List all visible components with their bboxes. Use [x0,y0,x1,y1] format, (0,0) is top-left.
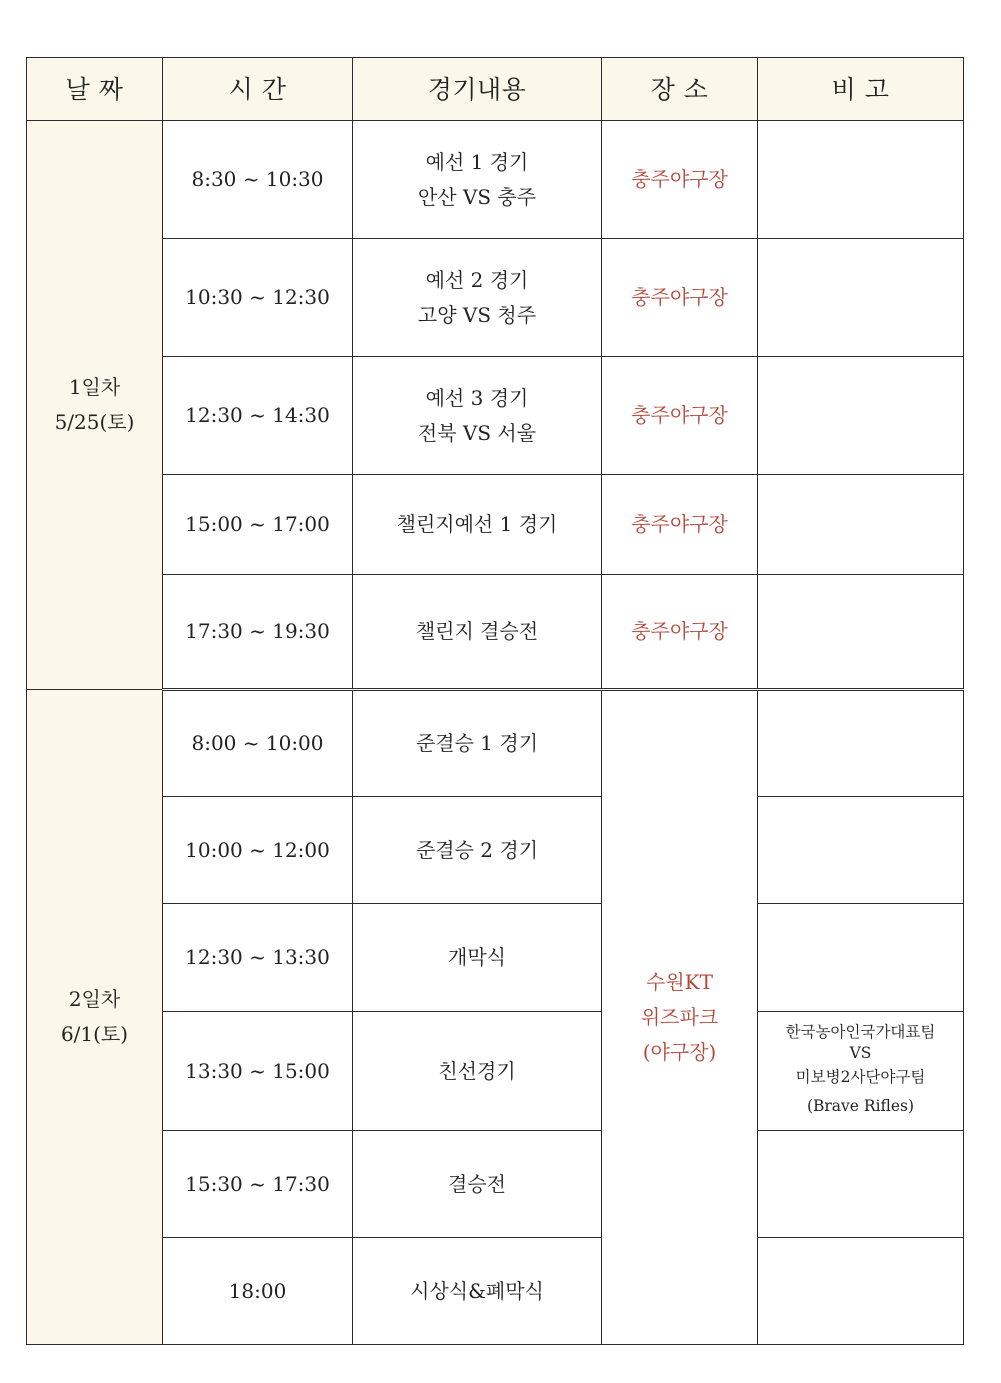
table-row [27,690,964,797]
content-cell: 챌린지예선 1 경기 [353,475,602,575]
note-line: 한국농아인국가대표팀 [785,1022,936,1041]
table-row [27,575,964,690]
table-row [27,1012,964,1131]
content-line: 예선 1 경기 [425,149,529,174]
venue-line: 수원KT [646,970,713,994]
header-row [27,58,964,121]
day2-date-cell [27,690,163,1345]
note-cell [758,690,964,797]
note-cell [758,1131,964,1238]
content-cell [353,357,602,475]
venue-line: 위즈파크 [640,1005,719,1029]
note-cell [758,797,964,904]
table-row [27,904,964,1012]
schedule-table [26,57,964,1345]
note-line: (Brave Rifles) [806,1096,915,1115]
day2-venue-cell [602,690,758,1345]
day1-date: 5/25(토) [54,410,135,434]
content-cell: 준결승 1 경기 [353,690,602,797]
venue-cell: 충주야구장 [602,475,758,575]
time-cell: 10:00 ~ 12:00 [163,797,353,904]
time-cell: 8:00 ~ 10:00 [163,690,353,797]
header-note: 비 고 [758,58,964,121]
content-cell: 결승전 [353,1131,602,1238]
day1-label: 1일차 [68,375,121,399]
time-cell: 13:30 ~ 15:00 [163,1012,353,1131]
venue-cell: 충주야구장 [602,239,758,357]
content-line: 고양 VS 청주 [417,302,537,327]
venue-cell: 충주야구장 [602,121,758,239]
note-cell [758,575,964,690]
note-line: VS [849,1043,872,1062]
table-row [27,357,964,475]
table-row [27,239,964,357]
content-cell [353,239,602,357]
time-cell: 18:00 [163,1238,353,1345]
content-cell: 준결승 2 경기 [353,797,602,904]
header-content: 경기내용 [353,58,602,121]
content-cell [353,121,602,239]
table-row [27,475,964,575]
note-cell [758,904,964,1012]
time-cell: 10:30 ~ 12:30 [163,239,353,357]
content-cell: 시상식&폐막식 [353,1238,602,1345]
day2-date: 6/1(토) [60,1022,129,1046]
content-line: 안산 VS 충주 [417,184,537,209]
time-cell: 12:30 ~ 14:30 [163,357,353,475]
day2-label: 2일차 [68,987,121,1011]
time-cell: 17:30 ~ 19:30 [163,575,353,690]
time-cell: 15:30 ~ 17:30 [163,1131,353,1238]
time-cell: 12:30 ~ 13:30 [163,904,353,1012]
table-row [27,1238,964,1345]
content-cell: 개막식 [353,904,602,1012]
header-venue: 장 소 [602,58,758,121]
table-row [27,797,964,904]
venue-cell: 충주야구장 [602,357,758,475]
content-cell: 챌린지 결승전 [353,575,602,690]
table-row [27,1131,964,1238]
time-cell: 8:30 ~ 10:30 [163,121,353,239]
note-cell [758,357,964,475]
note-cell [758,1238,964,1345]
venue-line: (야구장) [642,1040,717,1064]
content-line: 전북 VS 서울 [417,420,537,445]
day1-date-cell [27,121,163,690]
note-line: 미보병2사단야구팀 [795,1067,926,1086]
note-cell [758,1012,964,1131]
content-cell: 친선경기 [353,1012,602,1131]
note-cell [758,239,964,357]
time-cell: 15:00 ~ 17:00 [163,475,353,575]
content-line: 예선 3 경기 [425,385,529,410]
header-time: 시 간 [163,58,353,121]
header-date: 날 짜 [27,58,163,121]
table-row [27,121,964,239]
note-cell [758,475,964,575]
content-line: 예선 2 경기 [425,267,529,292]
note-cell [758,121,964,239]
venue-cell: 충주야구장 [602,575,758,690]
